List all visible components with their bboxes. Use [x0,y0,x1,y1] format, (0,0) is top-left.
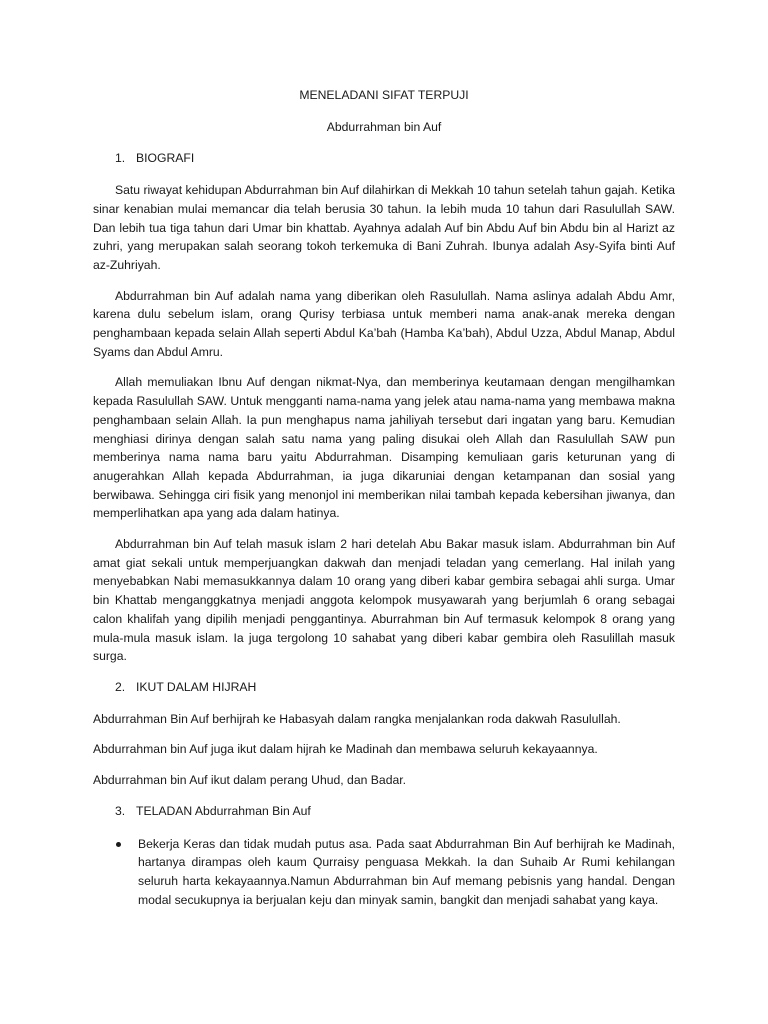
section-number: 1. [115,151,126,166]
list-item [93,835,675,910]
paragraph: Abdurrahman bin Auf telah masuk islam 2 hari detelah Abu Bakar masuk islam. Abdurrahman bin Auf amat giat sekali untuk memperjuangkan dakwah dan menjadi teladan yang cemerlang. Hal inilah yang menyebabkan Nabi memasukkannya dalam 10 orang yang diberi kabar gembira sebagai ahli surga. Umar bin Khattab menganggkatnya menjadi anggota kelompok musyawarah yang berjumlah 6 orang sebagai calon khalifah yang dipilih menjadi penggantinya. Aburrahman bin Auf termasuk kelompok 8 orang yang mula-mula masuk islam. Ia juga tergolong 10 sahabat yang diberi kabar gembira oleh Rasulillah masuk surga. [93,537,675,664]
section-heading-text: IKUT DALAM HIJRAH [136,679,257,694]
document-title: MENELADANI SIFAT TERPUJI [299,88,469,102]
paragraph: Abdurrahman Bin Auf berhijrah ke Habasyah dalam rangka menjalankan roda dakwah Rasulullah. [93,711,621,726]
list-item-text: Bekerja Keras dan tidak mudah putus asa. Pada saat Abdurrahman Bin Auf berhijrah ke Madinah, hartanya dirampas oleh kaum Qurraisy penguasa Mekkah. Ia dan Suhaib Ar Rumi kehilangan seluruh harta kekayaannya.Namun Abdurrahman bin Auf memang pebisnis yang handal. Dengan modal secukupnya ia berjualan keju dan minyak samin, bangkit dan menjadi sahabat yang kaya. [138,836,675,907]
section-number: 3. [115,803,126,818]
paragraph: Abdurrahman bin Auf juga ikut dalam hijrah ke Madinah dan membawa seluruh kekayaannya. [93,742,598,757]
document-subtitle: Abdurrahman bin Auf [326,119,442,134]
paragraph: Allah memuliakan Ibnu Auf dengan nikmat-Nya, dan memberinya keutamaan dengan mengilhamkan kepada Rasulullah SAW. Untuk mengganti nama-nama yang jelek atau nama-nama yang membawa makna penghambaan selain Allah. Ia pun menghapus nama jahiliyah tersebut dari ingatan yang baru. Kemudian menghiasi dirinya dengan salah satu nama yang paling disukai oleh Allah dan Rasulullah SAW pun memberinya nama nama baru yaitu Abdurrahman. Disamping kemuliaan garis keturunan yang di anugerahkan Allah kepada Abdurrahman, ia juga dikaruniai dengan ketampanan dan sosial yang berwibawa. Sehingga ciri fisik yang menonjol ini memberikan nilai tambah kepada kebersihan jiwanya, dan memperlihatkan apa yang ada dalam hatinya. [93,375,675,521]
document-body [93,86,675,909]
section-heading-text: TELADAN Abdurrahman Bin Auf [136,803,311,818]
section-number: 2. [115,679,126,694]
bullet-icon [116,842,121,847]
section-heading-hijrah [93,678,675,697]
paragraph: Abdurrahman bin Auf ikut dalam perang Uhud, dan Badar. [93,773,407,788]
section-heading-teladan [93,802,675,821]
bullet-list [93,835,675,910]
section-heading-biografi [93,149,675,168]
section-heading-text: BIOGRAFI [136,151,195,166]
paragraph: Satu riwayat kehidupan Abdurrahman bin Auf dilahirkan di Mekkah 10 tahun setelah tahun gajah. Ketika sinar kenabian mulai memancar dia telah berusia 30 tahun. Ia lebih muda 10 tahun dari Rasulullah SAW. Dan lebih tua tiga tahun dari Umar bin khattab. Ayahnya adalah Auf bin Abdu Auf bin Abdu bin al Harizt az zuhri, yang merupakan salah seorang tokoh terkemuka di Bani Zuhrah. Ibunya adalah Asy-Syifa binti Auf az-Zuhriyah. [93,183,675,272]
paragraph: Abdurrahman bin Auf adalah nama yang diberikan oleh Rasulullah. Nama aslinya adalah Abdu Amr, karena dulu sebelum islam, orang Qurisy terbiasa untuk memberi nama anak-anak mereka dengan penghambaan kepada selain Allah seperti Abdul Ka’bah (Hamba Ka’bah), Abdul Uzza, Abdul Manap, Abdul Syams dan Abdul Amru. [93,288,675,359]
